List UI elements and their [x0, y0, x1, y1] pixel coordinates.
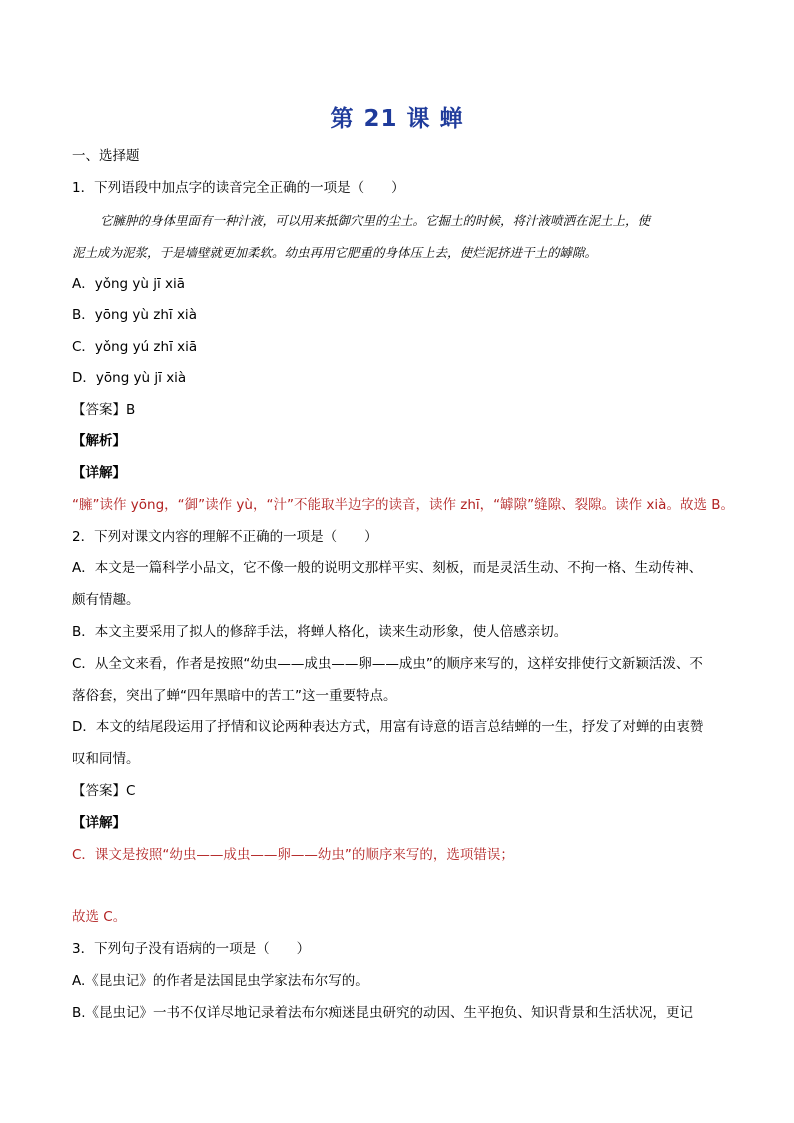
page-title: 第 21 课 蝉 [330, 106, 464, 132]
q2-explanation: C．课文是按照“幼虫——成虫——卵——幼虫”的顺序来写的，选项错误； [72, 847, 514, 863]
question-1-stem: 1．下列语段中加点字的读音完全正确的一项是（ ） [72, 180, 405, 196]
q2-option-d-line2: 叹和同情。 [72, 751, 140, 767]
q3-option-b: B.《昆虫记》一书不仅详尽地记录着法布尔痴迷昆虫研究的动因、生平抱负、知识背景和生活状况，更记 [72, 1005, 694, 1021]
passage-line-1: 它臃肿的身体里面有一种汁液，可以用来抵御穴里的尘土。它掘土的时候，将汁液喷洒在泥土上，使 [100, 213, 651, 228]
section-heading: 一、选择题 [72, 148, 140, 164]
q2-option-c-line2: 落俗套，突出了蝉“四年黑暗中的苦工”这一重要特点。 [72, 688, 397, 704]
q1-answer: 【答案】B [72, 402, 136, 418]
question-3-stem: 3．下列句子没有语病的一项是（ ） [72, 941, 311, 957]
q2-option-b: B．本文主要采用了拟人的修辞手法，将蝉人格化，读来生动形象，使人倍感亲切。 [72, 624, 568, 640]
q1-option-b: B．yōng yù zhī xià [72, 307, 197, 323]
q2-answer: 【答案】C [72, 783, 136, 799]
q1-option-d: D．yōng yù jī xià [72, 370, 187, 386]
q2-detail-label: 【详解】 [72, 815, 126, 831]
q2-option-a-line2: 颇有情趣。 [72, 592, 140, 608]
q1-detail-label: 【详解】 [72, 465, 126, 481]
q1-option-c: C．yǒng yú zhī xiā [72, 339, 198, 355]
q3-option-a: A.《昆虫记》的作者是法国昆虫学家法布尔写的。 [72, 973, 369, 989]
passage-line-2: 泥土成为泥浆，于是墙壁就更加柔软。幼虫再用它肥重的身体压上去，使烂泥挤进干土的罅隙。 [72, 245, 598, 260]
q2-conclusion: 故选 C。 [72, 909, 127, 925]
q2-option-a-line1: A．本文是一篇科学小品文，它不像一般的说明文那样平实、刻板，而是灵活生动、不拘一格、生动传神、 [72, 560, 703, 576]
q1-analysis-label: 【解析】 [72, 433, 126, 449]
question-2-stem: 2．下列对课文内容的理解不正确的一项是（ ） [72, 529, 378, 545]
q2-option-c-line1: C．从全文来看，作者是按照“幼虫——成虫——卵——成虫”的顺序来写的，这样安排使行文新颖活泼、不 [72, 656, 703, 672]
q1-option-a: A．yǒng yù jī xiā [72, 276, 186, 292]
q2-option-d-line1: D．本文的结尾段运用了抒情和议论两种表达方式，用富有诗意的语言总结蝉的一生，抒发了对蝉的由衷赞 [72, 719, 704, 735]
q1-explanation: “臃”读作 yōng，“御”读作 yù，“汁”不能取半边字的读音，读作 zhī，“罅隙”缝隙、裂隙。读作 xià。故选 B。 [72, 497, 734, 513]
